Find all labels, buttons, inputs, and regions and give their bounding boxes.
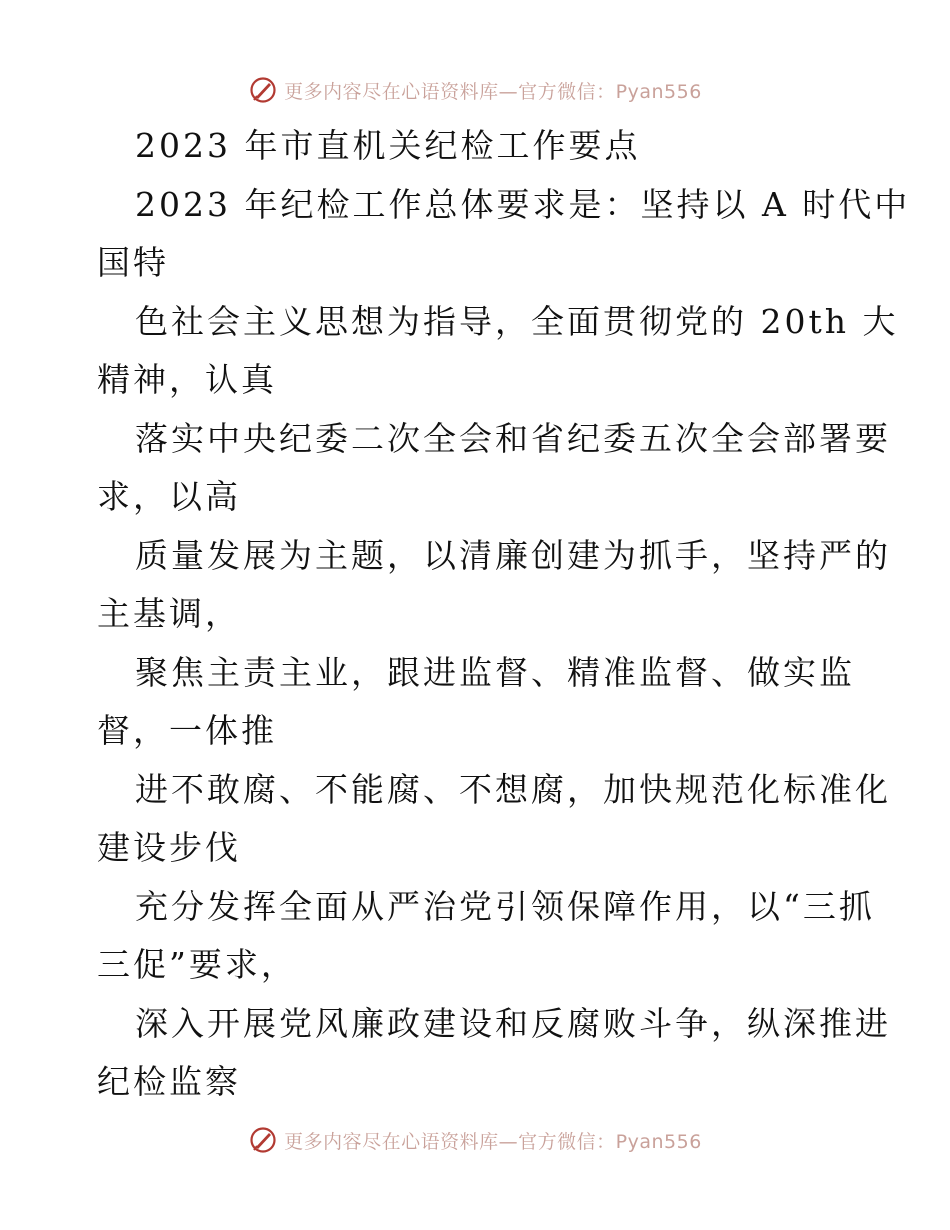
paragraph-line: 充分发挥全面从严治党引领保障作用，以“三抓 [135,886,875,926]
paragraph-line: 求，以高 [97,477,241,516]
watermark-text: 更多内容尽在心语资料库—官方微信：Pyan556 [284,80,702,103]
paragraph-line: 聚焦主责主业，跟进监督、精准监督、做实监 [135,652,855,692]
paragraph-line: 色社会主义思想为指导，全面贯彻党的 20th 大 [135,301,899,341]
footer-watermark-banner [0,1120,950,1160]
paragraph-line: 深入开展党风廉政建设和反腐败斗争，纵深推进 [135,1003,891,1043]
paragraph-line: 进不敢腐、不能腐、不想腐，加快规范化标准化 [135,769,891,809]
paragraph-line: 落实中央纪委二次全会和省纪委五次全会部署要 [135,418,891,458]
quill-seal-icon [248,75,278,105]
paragraph-line: 主基调， [97,594,241,633]
paragraph-line: 国特 [97,243,169,282]
paragraph-line: 建设步伐 [97,828,241,867]
paragraph-line: 质量发展为主题，以清廉创建为抓手，坚持严的 [135,535,891,575]
paragraph-line: 督，一体推 [97,711,277,750]
watermark-text: 更多内容尽在心语资料库—官方微信：Pyan556 [284,1130,702,1153]
document-body [97,117,911,1112]
paragraph-line: 纪检监察 [97,1062,241,1101]
header-watermark-banner [0,70,950,110]
paragraph-line: 三促”要求， [97,945,297,984]
quill-seal-icon [248,1125,278,1155]
document-title: 2023 年市直机关纪检工作要点 [135,126,641,165]
paragraph-line: 精神，认真 [97,360,277,399]
paragraph-line: 2023 年纪检工作总体要求是：坚持以 A 时代中 [135,184,911,224]
